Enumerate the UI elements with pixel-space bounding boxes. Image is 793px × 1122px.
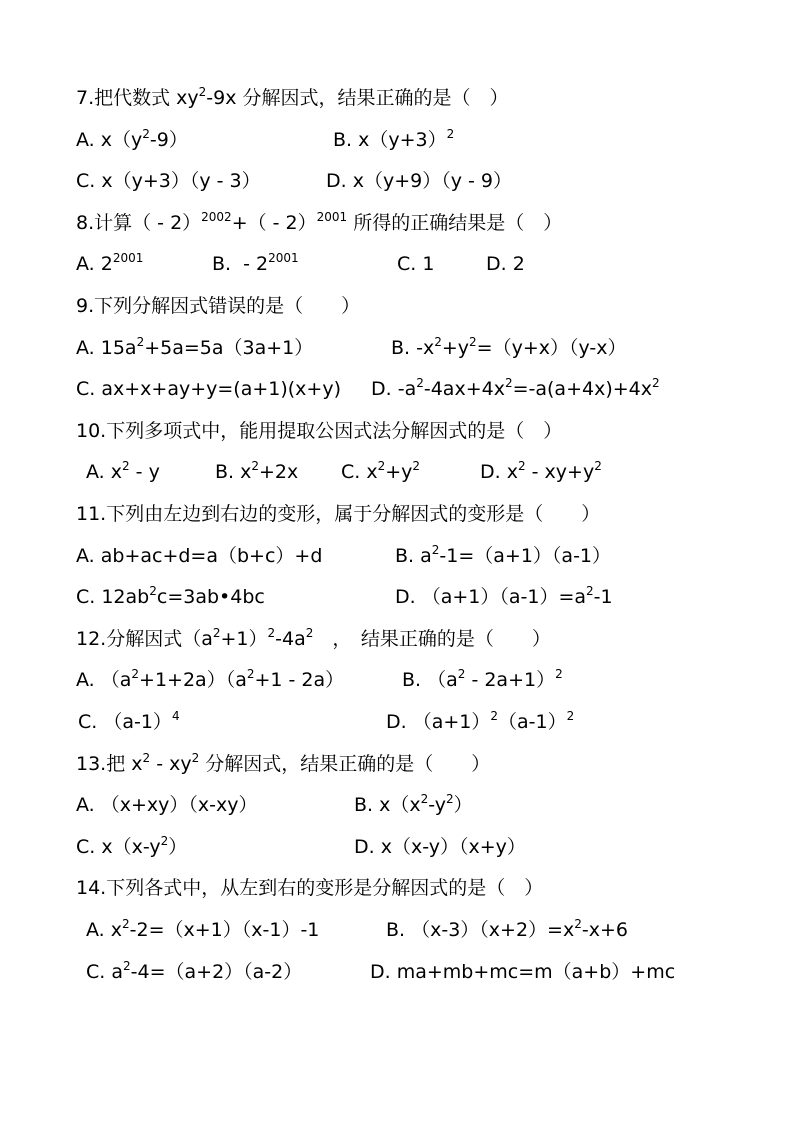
option-text: D. $(a+1)(a-1)=a^2-1$ (395, 584, 613, 608)
text-line (0, 623, 793, 655)
text-line (0, 165, 793, 197)
option-text: B. $(a^2 - 2a+1)^2$ (402, 667, 563, 691)
option-text: B. $(x-3)(x+2)=x^2-x+6$ (386, 917, 628, 941)
option-text: B. $x^2+2x$ (215, 459, 299, 483)
question-text: 13.把 $x^2 - xy^2$ 分解因式，结果正确的是（ ） (76, 751, 491, 775)
question-text: 11.下列由左边到右边的变形，属于分解因式的变形是（ ） (76, 503, 601, 525)
text-line (0, 332, 793, 364)
option-text: C. 1 (397, 253, 435, 275)
option-text: A. $x^2-2=(x+1)(x-1)-1$ (86, 917, 320, 941)
option-text: B. $x(y+3)^2$ (333, 127, 455, 151)
option-text: C. $12ab^2c=3ab•4bc$ (76, 584, 265, 608)
text-line (0, 831, 793, 863)
text-line (0, 664, 793, 696)
question-text: 7.把代数式 $xy^2-9x$ 分解因式，结果正确的是（ ） (76, 85, 509, 109)
text-line (0, 872, 793, 904)
option-text: C. ax+x+ay+y=(a+1)(x+y) (76, 378, 341, 400)
option-text: D. $-a^2-4ax+4x^2=-a(a+4x)+4x^2$ (371, 376, 660, 400)
question-text: 10.下列多项式中，能用提取公因式法分解因式的是（ ） (76, 420, 563, 442)
text-line (0, 706, 793, 738)
question-text: 12.分解因式$(a^2+1)^2-4a^2$ ， 结果正确的是（ ） (76, 626, 551, 650)
option-text: B. $-x^2+y^2=(y+x)(y-x)$ (391, 335, 627, 359)
text-line (0, 124, 793, 156)
option-text: D. x（x-y）（x+y） (354, 836, 526, 858)
option-text: A. $(a^2+1+2a)(a^2+1 - 2a)$ (76, 667, 345, 691)
option-text: A. （x+xy）（x-xy） (76, 794, 258, 816)
option-text: B. $a^2-1=(a+1)(a-1)$ (395, 543, 612, 567)
option-text: A. $x(y^2-9)$ (76, 127, 188, 151)
text-line (0, 82, 793, 114)
option-text: A. $2^{2001}$ (76, 251, 144, 275)
text-line (0, 207, 793, 239)
option-text: C. x（y+3）（y - 3） (76, 170, 261, 192)
text-line (0, 748, 793, 780)
option-text: B. $x(x^2-y^2)$ (354, 792, 473, 816)
text-line (0, 789, 793, 821)
text-line (0, 914, 793, 946)
text-line (0, 248, 793, 280)
text-line (0, 290, 793, 322)
text-line (0, 456, 793, 488)
option-text: C. $x^2+y^2$ (341, 459, 421, 483)
text-line (0, 415, 793, 447)
question-text: 8.计算（ - 2）$^{2002}$+（ - 2）$^{2001}$ 所得的正确结果是（ ） (76, 210, 563, 234)
option-text: A. ab+ac+d=a（b+c）+d (76, 545, 323, 567)
option-text: B. - $2^{2001}$ (212, 251, 299, 275)
option-text: D. ma+mb+mc=m（a+b）+mc (370, 961, 676, 983)
text-line (0, 581, 793, 613)
text-line (0, 498, 793, 530)
option-text: A. $15a^2+5a=5a(3a+1)$ (76, 335, 314, 359)
text-line (0, 373, 793, 405)
question-text: 9.下列分解因式错误的是（ ） (76, 295, 361, 317)
option-text: D. 2 (486, 253, 525, 275)
text-line (0, 540, 793, 572)
text-line (0, 956, 793, 988)
question-text: 14.下列各式中，从左到右的变形是分解因式的是（ ） (76, 877, 544, 899)
option-text: A. $x^2$ - y (86, 459, 160, 483)
option-text: C. $x(x-y^2)$ (76, 834, 188, 858)
option-text: C. $(a-1)^4$ (78, 709, 180, 733)
option-text: D. x（y+9）（y - 9） (326, 170, 512, 192)
option-text: D. $(a+1)^2(a-1)^2$ (386, 709, 575, 733)
option-text: D. $x^2 - xy+y^2$ (480, 459, 602, 483)
option-text: C. $a^2-4=(a+2)(a-2)$ (86, 959, 303, 983)
